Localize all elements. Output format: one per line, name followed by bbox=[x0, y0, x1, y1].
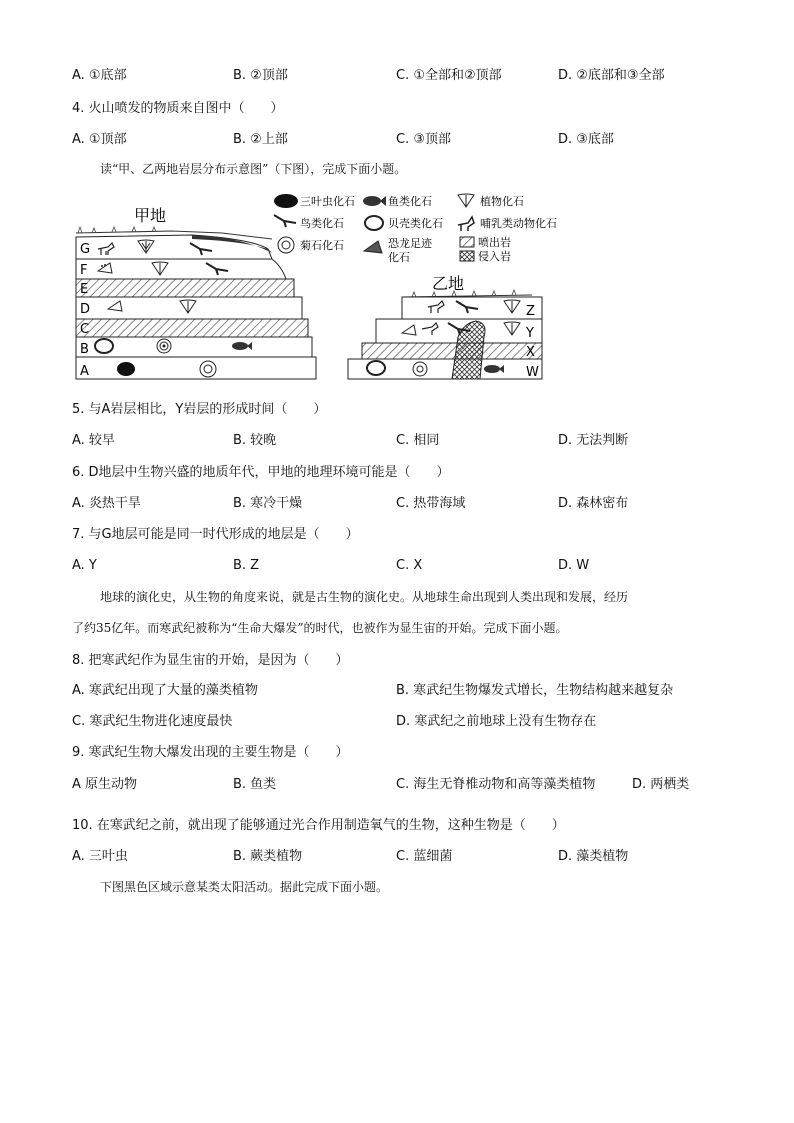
ammonite-icon bbox=[200, 361, 216, 377]
q4-stem: 4. 火山喷发的物质来自图中（ ） bbox=[72, 101, 284, 116]
intro-figure-paragraph bbox=[72, 154, 722, 185]
jia-layer-e bbox=[76, 279, 294, 297]
jia-label-g: G bbox=[80, 242, 91, 257]
trilobite-icon bbox=[274, 194, 298, 208]
ammonite-icon bbox=[157, 339, 171, 353]
jia-label-a: A bbox=[80, 364, 89, 379]
q6-option-c: C. 热带海域 bbox=[396, 496, 466, 511]
shell-icon bbox=[95, 339, 113, 353]
q8-option-d: D. 寒武纪之前地球上没有生物存在 bbox=[396, 714, 597, 729]
q4-option-a: A. ①顶部 bbox=[72, 132, 127, 147]
q4-option-b: B. ②上部 bbox=[233, 132, 288, 147]
jia-label-d: D bbox=[80, 302, 91, 317]
q10-option-a: A. 三叶虫 bbox=[72, 849, 128, 864]
intro-solar-paragraph bbox=[72, 872, 722, 903]
bird-icon bbox=[274, 215, 296, 227]
legend-dino-line2: 化石 bbox=[388, 251, 410, 264]
ammonite-icon bbox=[278, 237, 294, 253]
q6-option-b: B. 寒冷干燥 bbox=[233, 496, 303, 511]
q5-option-c: C. 相同 bbox=[396, 433, 440, 448]
jia-label-e: E bbox=[80, 282, 89, 297]
yi-label-w: W bbox=[526, 365, 539, 380]
q6-stem: 6. D地层中生物兴盛的地质年代，甲地的地理环境可能是（ ） bbox=[72, 465, 450, 480]
rock-strata-figure bbox=[72, 187, 572, 382]
prev-option-a: A. ①底部 bbox=[72, 68, 127, 83]
dino-track-icon bbox=[364, 241, 382, 253]
extrusive-swatch bbox=[460, 237, 474, 247]
q5-option-b: B. 较晚 bbox=[233, 433, 277, 448]
prev-option-d: D. ②底部和③全部 bbox=[558, 68, 665, 83]
shell-icon bbox=[365, 216, 383, 230]
jia-label-c: C bbox=[80, 322, 90, 337]
legend-fish: 鱼类化石 bbox=[388, 195, 432, 208]
q5-option-a: A. 较早 bbox=[72, 433, 115, 448]
legend-intrusive: 侵入岩 bbox=[478, 250, 511, 263]
trilobite-icon bbox=[117, 362, 135, 376]
legend-extrusive: 喷出岩 bbox=[478, 236, 511, 249]
jia-strata bbox=[76, 206, 316, 379]
site-jia-label: 甲地 bbox=[134, 206, 167, 225]
intro-solar-text: 下图黑色区域示意某类太阳活动。据此完成下面小题。 bbox=[100, 880, 389, 894]
q9-option-d: D. 两栖类 bbox=[632, 777, 690, 792]
q6-option-a: A. 炎热干旱 bbox=[72, 496, 141, 511]
q5-stem: 5. 与A岩层相比，Y岩层的形成时间（ ） bbox=[72, 402, 327, 417]
prev-option-b: B. ②顶部 bbox=[233, 68, 288, 83]
q9-option-a: A 原生动物 bbox=[72, 777, 138, 792]
q10-stem: 10. 在寒武纪之前，就出现了能够通过光合作用制造氧气的生物，这种生物是（ ） bbox=[72, 818, 565, 833]
q9-option-c: C. 海生无脊椎动物和高等藻类植物 bbox=[396, 777, 596, 792]
yi-label-y: Y bbox=[526, 326, 534, 341]
q9-option-b: B. 鱼类 bbox=[233, 777, 277, 792]
q10-option-b: B. 蕨类植物 bbox=[233, 849, 303, 864]
q4-option-d: D. ③底部 bbox=[558, 132, 614, 147]
q8-option-b: B. 寒武纪生物爆发式增长，生物结构越来越复杂 bbox=[396, 683, 674, 698]
yi-label-x: X bbox=[526, 345, 535, 360]
legend-trilobite: 三叶虫化石 bbox=[300, 195, 355, 208]
q8-stem: 8. 把寒武纪作为显生宙的开始，是因为（ ） bbox=[72, 653, 349, 668]
q7-option-d: D. W bbox=[558, 558, 590, 573]
legend-bird: 鸟类化石 bbox=[300, 217, 344, 230]
q7-stem: 7. 与G地层可能是同一时代形成的地层是（ ） bbox=[72, 527, 359, 542]
yi-strata bbox=[348, 274, 542, 380]
q7-option-b: B. Z bbox=[233, 558, 260, 573]
plant-icon bbox=[458, 194, 474, 207]
q6-option-d: D. 森林密布 bbox=[558, 496, 629, 511]
legend-plant: 植物化石 bbox=[480, 195, 524, 208]
q10-option-c: C. 蓝细菌 bbox=[396, 849, 453, 864]
q8-option-c: C. 寒武纪生物进化速度最快 bbox=[72, 714, 233, 729]
ammonite-icon bbox=[413, 362, 427, 376]
q10-option-d: D. 藻类植物 bbox=[558, 849, 629, 864]
fish-icon bbox=[363, 196, 386, 206]
mammal-icon bbox=[458, 217, 474, 231]
legend bbox=[274, 194, 557, 264]
jia-label-f: F bbox=[80, 263, 88, 278]
intro-cambrian-paragraph bbox=[72, 582, 722, 644]
jia-layer-c bbox=[76, 319, 308, 337]
legend-shell: 贝壳类化石 bbox=[388, 217, 443, 230]
site-yi-label: 乙地 bbox=[432, 274, 465, 293]
intro-cambrian-line1: 地球的演化史，从生物的角度来说，就是古生物的演化史。从地球生命出现到人类出现和发展，经历 bbox=[100, 590, 629, 604]
legend-ammonite: 菊石化石 bbox=[300, 239, 344, 252]
yi-layer-x bbox=[362, 343, 542, 359]
intrusive-swatch bbox=[460, 251, 474, 261]
legend-dino-line1: 恐龙足迹 bbox=[388, 237, 432, 250]
q4-option-c: C. ③顶部 bbox=[396, 132, 451, 147]
q5-option-d: D. 无法判断 bbox=[558, 433, 629, 448]
jia-layer-a bbox=[76, 357, 316, 379]
yi-label-z: Z bbox=[526, 304, 535, 319]
intro-cambrian-line2: 了约35亿年。而寒武纪被称为“生命大爆发”的时代，也被作为显生宙的开始。完成下面小题。 bbox=[72, 621, 568, 635]
jia-label-b: B bbox=[80, 342, 89, 357]
intro-figure-text: 读“甲、乙两地岩层分布示意图”（下图），完成下面小题。 bbox=[100, 162, 407, 176]
legend-mammal: 哺乳类动物化石 bbox=[480, 217, 557, 230]
q8-option-a: A. 寒武纪出现了大量的藻类植物 bbox=[72, 683, 258, 698]
q9-stem: 9. 寒武纪生物大爆发出现的主要生物是（ ） bbox=[72, 745, 349, 760]
q7-option-c: C. X bbox=[396, 558, 423, 573]
shell-icon bbox=[367, 361, 385, 375]
q7-option-a: A. Y bbox=[72, 558, 97, 573]
prev-option-c: C. ①全部和②顶部 bbox=[396, 68, 502, 83]
